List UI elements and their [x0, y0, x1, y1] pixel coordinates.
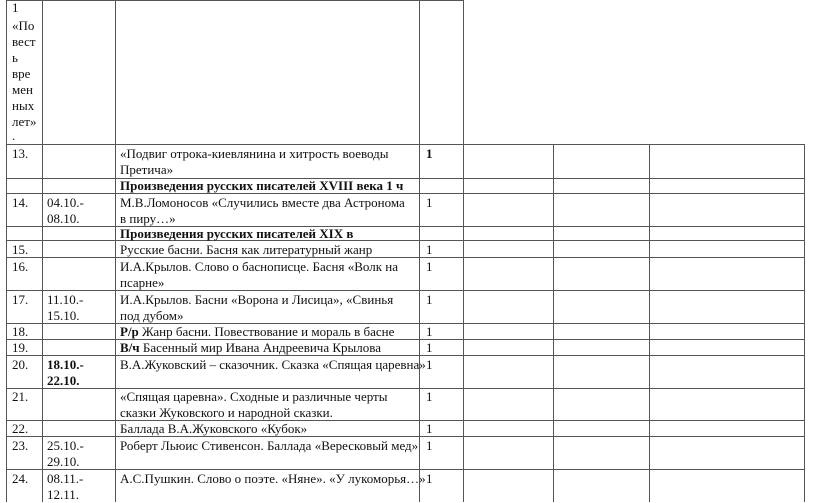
row-topic-text: Жанр басни. Повествование и мораль в басне [142, 324, 395, 339]
row-topic-line: лет» [12, 114, 37, 129]
col-line [42, 0, 43, 502]
row-topic-prefix: Р/р [120, 324, 139, 339]
row-topic-text: Басенный мир Ивана Андреевича Крылова [142, 340, 381, 355]
row-number: 16. [12, 259, 29, 274]
row-hours: 1 [426, 340, 433, 355]
section-header: Произведения русских писателей XIX в [120, 226, 354, 241]
col-line [419, 0, 420, 502]
row-topic: «Спящая царевна». Сходные и различные черты сказки Жуковского и народной сказки. [120, 389, 388, 420]
row-number: 22. [12, 421, 29, 436]
col-line [115, 0, 116, 502]
row-date: 12.11. [47, 487, 80, 502]
row-date: 18.10.- [47, 357, 84, 372]
row-hours: 1 [426, 195, 433, 210]
row-date: 11.10.- [47, 292, 84, 307]
row-topic: В.А.Жуковский – сказочник. Сказка «Спящая царевна» [120, 357, 426, 372]
row-topic [120, 340, 381, 356]
row-number: 21. [12, 389, 29, 404]
row-date: 22.10. [47, 373, 80, 388]
row-number: 24. [12, 471, 29, 486]
row-number: 20. [12, 357, 29, 372]
row-topic-line: мен [12, 82, 33, 97]
row-hours: 1 [426, 438, 433, 453]
row-topic: Баллада В.А.Жуковского «Кубок» [120, 421, 308, 436]
row-number: 18. [12, 324, 29, 339]
row-hours: 1 [426, 389, 433, 404]
row-topic [120, 324, 394, 340]
row-hours: 1 [426, 259, 433, 274]
row-topic-line: . [12, 128, 16, 143]
row-topic-line: «По [12, 18, 35, 33]
row-topic-line: ных [12, 98, 35, 113]
row-line [6, 469, 805, 470]
row-date: 08.11.- [47, 471, 84, 486]
row-topic: «Подвиг отрока-киевлянина и хитрость воеводы Претича» [120, 146, 389, 177]
col-line [463, 0, 464, 502]
row-line [6, 0, 464, 1]
row-date: 15.10. [47, 308, 80, 323]
section-header: Произведения русских писателей XVIII века 1 ч [120, 178, 404, 193]
row-date: 29.10. [47, 454, 80, 469]
row-number: 14. [12, 195, 29, 210]
row-topic-prefix: В/ч [120, 340, 140, 355]
row-hours: 1 [426, 324, 433, 339]
row-number: 23. [12, 438, 29, 453]
col-line [6, 0, 7, 502]
row-hours: 1 [426, 421, 433, 436]
row-topic-line: вре [12, 66, 31, 81]
row-topic-line: вест [12, 34, 36, 49]
row-hours: 1 [426, 146, 433, 161]
row-topic: И.А.Крылов. Слово о баснописце. Басня «Волк на псарне» [120, 259, 399, 290]
row-date: 25.10.- [47, 438, 84, 453]
row-date: 04.10.- [47, 195, 84, 210]
row-number: 17. [12, 292, 29, 307]
row-number: 1 [12, 0, 19, 15]
row-topic: И.А.Крылов. Басни «Ворона и Лисица», «Свинья под дубом» [120, 292, 394, 323]
row-hours: 1 [426, 292, 433, 307]
row-number: 13. [12, 146, 29, 161]
row-hours: 1 [426, 357, 433, 372]
row-number: 15. [12, 242, 29, 257]
col-line [804, 144, 805, 502]
row-topic: Роберт Льюис Стивенсон. Баллада «Вересковый мед» [120, 438, 419, 453]
row-hours: 1 [426, 471, 433, 486]
row-topic: М.В.Ломоносов «Случились вместе два Астронома в пиру…» [120, 195, 405, 226]
row-topic-line: ь [12, 50, 18, 65]
col-line [553, 144, 554, 502]
row-date: 08.10. [47, 211, 80, 226]
row-topic: Русские басни. Басня как литературный жанр [120, 242, 373, 257]
col-line [649, 144, 650, 502]
row-hours: 1 [426, 242, 433, 257]
row-number: 19. [12, 340, 29, 355]
row-line [6, 144, 805, 145]
row-topic: А.С.Пушкин. Слово о поэте. «Няне». «У лукоморья…» [120, 471, 426, 486]
